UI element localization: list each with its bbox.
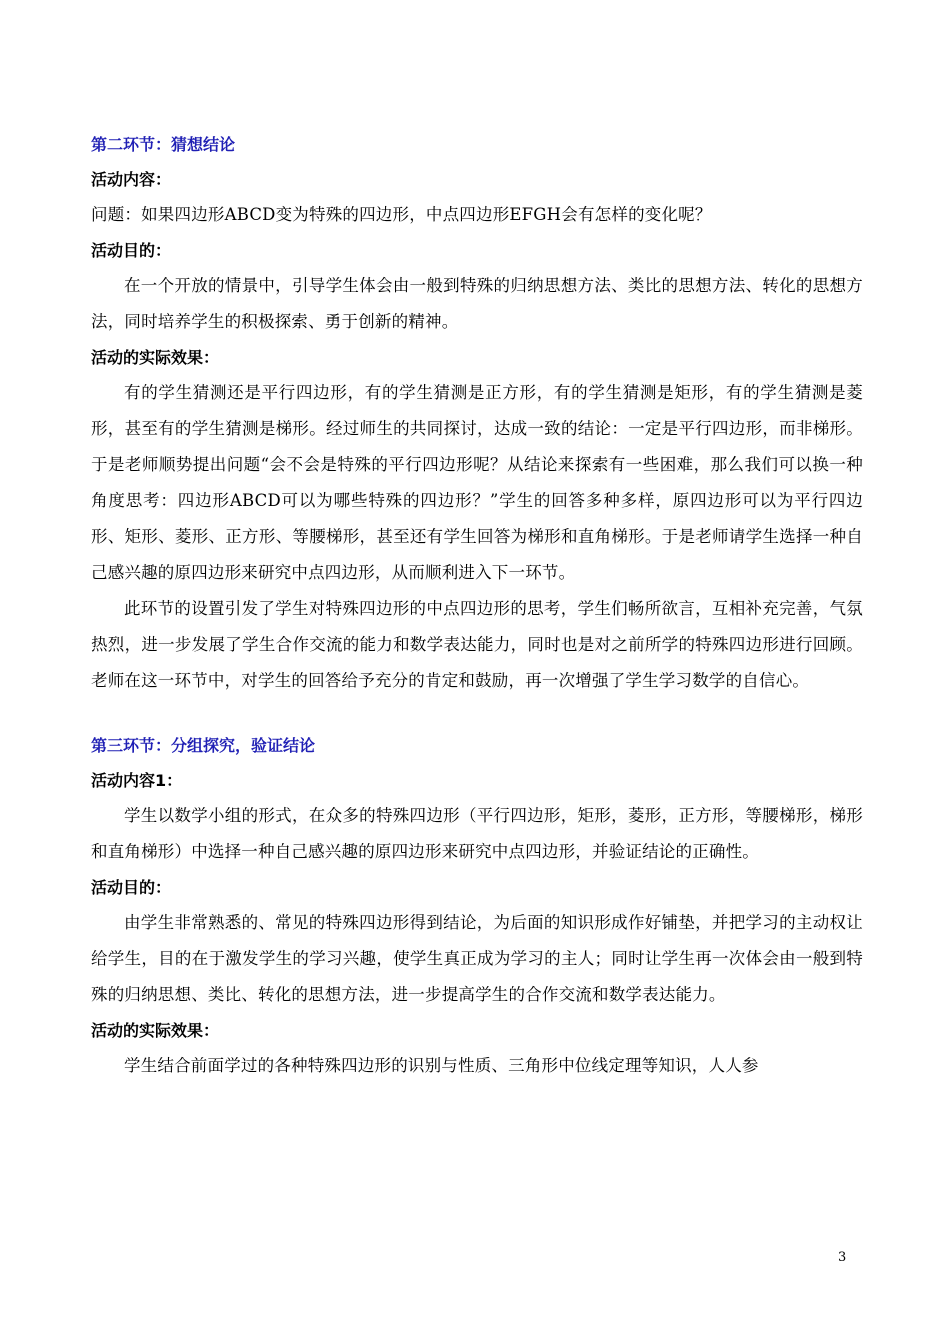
page-content	[91, 128, 863, 1084]
section2-effect-paragraph-2: 此环节的设置引发了学生对特殊四边形的中点四边形的思考，学生们畅所欲言，互相补充完善，气氛热烈，进一步发展了学生合作交流的能力和数学表达能力，同时也是对之前所学的特殊四边形进行回顾。老师在这一环节中，对学生的回答给予充分的肯定和鼓励，再一次增强了学生学习数学的自信心。	[91, 599, 863, 690]
section2-effect-paragraph-1: 有的学生猜测还是平行四边形，有的学生猜测是正方形，有的学生猜测是矩形，有的学生猜测是菱形，甚至有的学生猜测是梯形。经过师生的共同探讨，达成一致的结论：一定是平行四边形，而非梯形。于是老师顺势提出问题“会不会是特殊的平行四边形呢？从结论来探索有一些困难，那么我们可以换一种角度思考：四边形ABCD可以为哪些特殊的四边形？”学生的回答多种多样，原四边形可以为平行四边形、矩形、菱形、正方形、等腰梯形，甚至还有学生回答为梯形和直角梯形。于是老师请学生选择一种自己感兴趣的原四边形来研究中点四边形，从而顺利进入下一环节。	[91, 383, 863, 582]
section2-effect-label: 活动的实际效果：	[91, 348, 220, 367]
section2-title: 第二环节：猜想结论	[91, 135, 236, 154]
section-spacer	[91, 699, 863, 729]
section3-purpose-text: 由学生非常熟悉的、常见的特殊四边形得到结论，为后面的知识形成作好铺垫，并把学习的主动权让给学生，目的在于激发学生的学习兴趣，使学生真正成为学习的主人；同时让学生再一次体会由一般到特殊的归纳思想、类比、转化的思想方法，进一步提高学生的合作交流和数学表达能力。	[91, 913, 863, 1004]
section3-effect-label: 活动的实际效果：	[91, 1021, 220, 1040]
section3-purpose-label: 活动目的：	[91, 878, 172, 897]
section2-purpose-label: 活动目的：	[91, 241, 172, 260]
section2-content-text: 问题：如果四边形ABCD变为特殊的四边形，中点四边形EFGH会有怎样的变化呢？	[91, 205, 712, 224]
section2-purpose-text: 在一个开放的情景中，引导学生体会由一般到特殊的归纳思想方法、类比的思想方法、转化的思想方法，同时培养学生的积极探索、勇于创新的精神。	[91, 276, 863, 331]
section3-content-text: 学生以数学小组的形式，在众多的特殊四边形（平行四边形，矩形，菱形，正方形，等腰梯形，梯形和直角梯形）中选择一种自己感兴趣的原四边形来研究中点四边形，并验证结论的正确性。	[91, 806, 863, 861]
page-number: 3	[838, 1250, 847, 1265]
section3-content-label: 活动内容1：	[91, 771, 183, 790]
section3-effect-text: 学生结合前面学过的各种特殊四边形的识别与性质、三角形中位线定理等知识，人人参	[124, 1056, 759, 1075]
section2-content-label: 活动内容：	[91, 170, 172, 189]
section3-title: 第三环节：分组探究，验证结论	[91, 736, 316, 755]
